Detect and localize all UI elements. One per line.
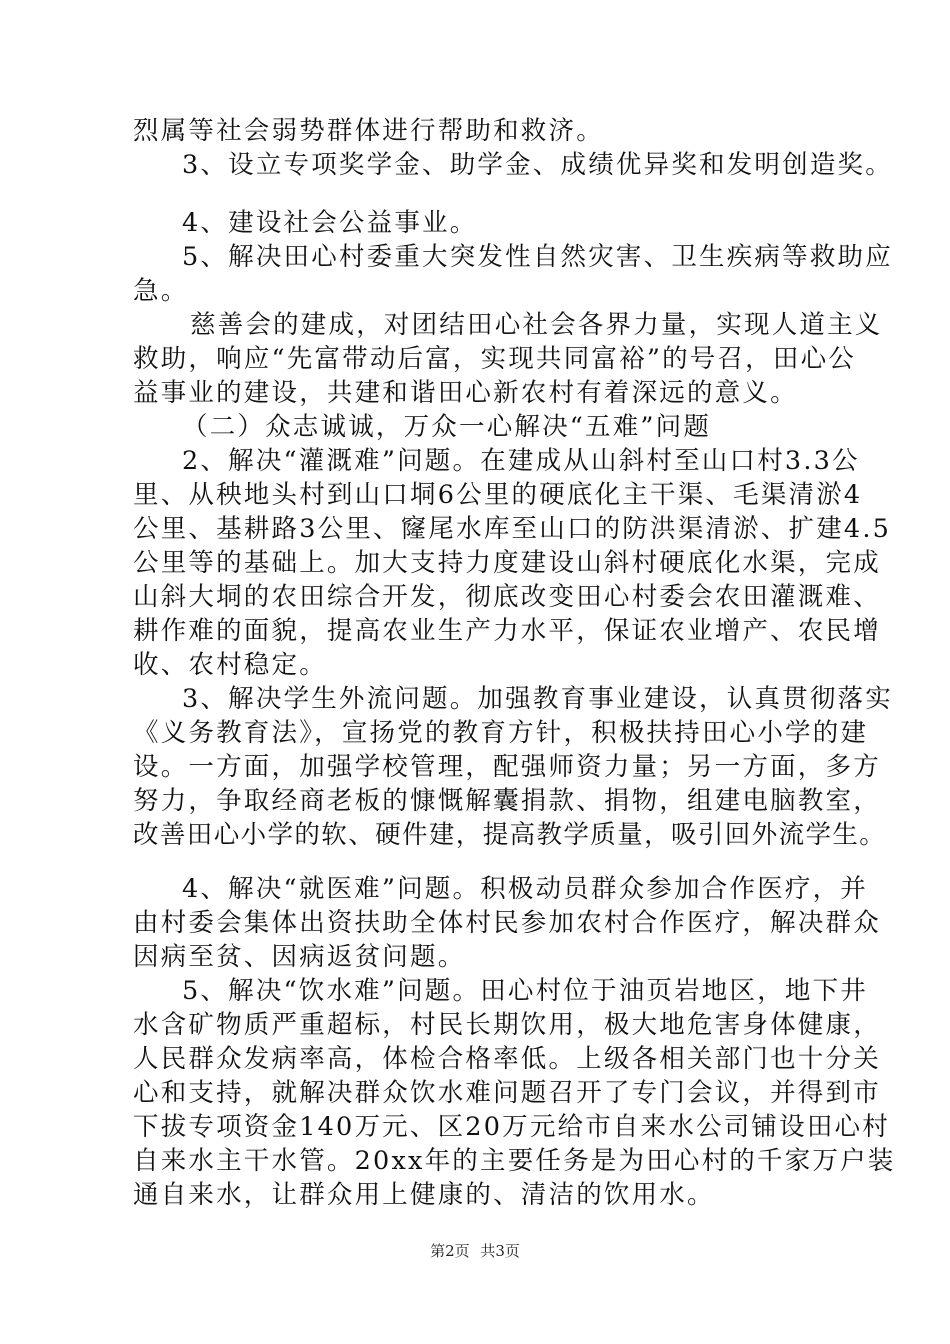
text-line: 心和支持，就解决群众饮水难问题召开了专门会议，并得到市 [133,1078,881,1108]
text-line: 因病至贫、因病返贫问题。 [133,942,466,972]
text-line: 耕作难的面貌，提高农业生产力水平，保证农业增产、农民增 [133,616,881,646]
text-line: 2、解决“灌溉难”问题。在建成从山斜村至山口村3.3公 [182,446,860,476]
section-heading: （二）众志诚诚，万众一心解决“五难”问题 [182,412,712,442]
text-line: 通自来水，让群众用上健康的、清洁的饮用水。 [133,1180,715,1210]
text-line: 益事业的建设，共建和谐田心新农村有着深远的意义。 [133,378,798,408]
text-line: 人民群众发病率高，体检合格率低。上级各相关部门也十分关 [133,1044,881,1074]
text-line: 公里、基耕路3公里、窿尾水库至山口的防洪渠清淤、扩建4.5 [133,514,892,544]
text-line: 5、解决“饮水难”问题。田心村位于油页岩地区，地下井 [182,976,868,1006]
text-line: 4、解决“就医难”问题。积极动员群众参加合作医疗，并 [182,874,868,904]
page-total: 共3页 [480,1242,520,1260]
text-line: 自来水主干水管。20xx年的主要任务是为田心村的千家万户装 [133,1146,896,1176]
text-line: 改善田心小学的软、硬件建，提高教学质量，吸引回外流学生。 [133,820,887,850]
text-line: 3、解决学生外流问题。加强教育事业建设，认真贯彻落实 [182,684,893,714]
text-line: 下拔专项资金140万元、区20万元给市自来水公司铺设田心村 [133,1112,890,1142]
text-line: 收、农村稳定。 [133,650,327,680]
text-line: 里、从秧地头村到山口垌6公里的硬底化主干渠、毛渠清淤4 [133,480,863,510]
page-current: 第2页 [430,1242,470,1260]
text-line: 公里等的基础上。加大支持力度建设山斜村硬底化水渠，完成 [133,548,881,578]
text-line: 救助，响应“先富带动后富，实现共同富裕”的号召，田心公 [133,344,856,374]
text-line: 《义务教育法》，宣扬党的教育方针，积极扶持田心小学的建 [133,718,869,748]
text-line: 4、建设社会公益事业。 [182,208,478,238]
text-line: 急。 [133,276,189,306]
text-line: 3、设立专项奖学金、助学金、成绩优异奖和发明创造奖。 [182,150,893,180]
text-line: 5、解决田心村委重大突发性自然灾害、卫生疾病等救助应 [182,242,893,272]
text-line: 努力，争取经商老板的慷慨解囊捐款、捐物，组建电脑教室， [133,786,881,816]
text-line: 设。一方面，加强学校管理，配强师资力量；另一方面，多方 [133,752,881,782]
text-line: 水含矿物质严重超标，村民长期饮用，极大地危害身体健康， [133,1010,881,1040]
text-line: 烈属等社会弱势群体进行帮助和救济。 [133,116,604,146]
text-line: 山斜大垌的农田综合开发，彻底改变田心村委会农田灌溉难、 [133,582,881,612]
page-footer [0,1241,950,1261]
text-line: 由村委会集体出资扶助全体村民参加农村合作医疗，解决群众 [133,908,881,938]
text-line: 慈善会的建成，对团结田心社会各界力量，实现人道主义 [190,310,883,340]
